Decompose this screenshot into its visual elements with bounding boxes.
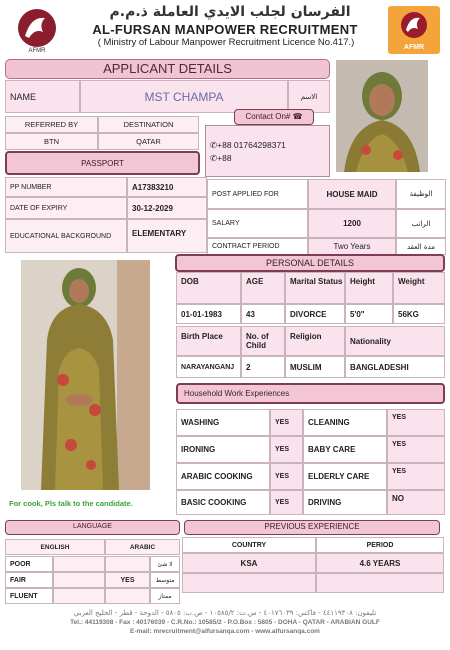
lang-english-header: ENGLISH: [5, 539, 105, 555]
phone-icon: ☎: [292, 112, 303, 121]
expiry-value: 30-12-2029: [127, 197, 207, 219]
lang-poor-english: [53, 556, 105, 572]
contact-title: Contact On# ☎: [234, 109, 314, 125]
salary-arabic: الراتب: [396, 209, 446, 238]
weight-header: Weight: [393, 272, 445, 304]
religion-value: MUSLIM: [285, 356, 345, 378]
lang-fair-label: FAIR: [5, 572, 53, 588]
lang-fluent-ar-label: ممتاز: [150, 588, 180, 604]
height-value: 5'0": [345, 304, 393, 324]
licence-text: ( Ministry of Labour Manpower Recruitment Licence No.417.): [97, 37, 355, 48]
company-logo-left: [15, 6, 59, 54]
hw-baby-care-value: YES: [387, 436, 445, 463]
hw-ironing-value: YES: [270, 436, 303, 463]
contract-period-arabic: مدة العقد: [396, 238, 446, 255]
header: [0, 0, 450, 60]
logo-right-text: AFMR: [403, 44, 425, 51]
previous-experience-title: PREVIOUS EXPERIENCE: [184, 520, 440, 535]
footer-arabic-line: تليفون: ٤٤١١٩٣٠٨ - فاكس: ٤٠١٧٦٠٣٩ - س.ت: ١٠٥٨٥/٢ - ص.ب: ٥٨٠٥ - الدوحة - قطر - الخليج العربي: [73, 609, 377, 617]
salary-value: 1200: [308, 209, 396, 238]
education-label: EDUCATIONAL BACKGROUND: [5, 219, 127, 253]
marital-status-value: DIVORCE: [285, 304, 345, 324]
lang-poor-label: POOR: [5, 556, 53, 572]
exp-country-1: KSA: [182, 553, 316, 573]
hw-basic-cooking-value: YES: [270, 490, 303, 515]
language-title: LANGUAGE: [5, 520, 180, 535]
portrait-photo: [336, 60, 428, 172]
contract-period-label: CONTRACT PERIOD: [207, 238, 308, 255]
religion-header: Religion: [285, 326, 345, 356]
lang-arabic-header: ARABIC: [105, 539, 180, 555]
hw-arabic-cooking-value: YES: [270, 463, 303, 490]
hw-driving-label: DRIVING: [303, 490, 387, 515]
name-value: MST CHAMPA: [80, 80, 288, 113]
lang-fluent-english: [53, 588, 105, 604]
age-header: AGE: [241, 272, 285, 304]
birth-place-header: Birth Place: [176, 326, 241, 356]
height-header: Height: [345, 272, 393, 304]
contact-box: [205, 125, 330, 177]
education-value: ELEMENTARY: [127, 219, 207, 253]
phone-1: ✆+88 01764298371: [210, 140, 286, 150]
nationality-header: Nationality: [345, 326, 445, 356]
hw-driving-value: NO: [387, 490, 445, 515]
lang-fair-english: [53, 572, 105, 588]
lang-fluent-label: FLUENT: [5, 588, 53, 604]
weight-value: 56KG: [393, 304, 445, 324]
post-applied-label: POST APPLIED FOR: [207, 179, 308, 209]
dob-header: DOB: [176, 272, 241, 304]
contract-period-value: Two Years: [308, 238, 396, 255]
name-label: NAME: [5, 80, 80, 113]
whatsapp-icon: ✆: [210, 153, 218, 163]
post-applied-value: HOUSE MAID: [308, 179, 396, 209]
expiry-label: DATE OF EXPIRY: [5, 197, 127, 219]
exp-country-2: [182, 573, 316, 593]
hw-washing-label: WASHING: [176, 409, 270, 436]
hw-cleaning-label: CLEANING: [303, 409, 387, 436]
personal-details-title: PERSONAL DETAILS: [175, 254, 445, 272]
footer: [0, 607, 450, 650]
birth-place-value: NARAYANGANJ: [176, 356, 241, 378]
pp-number-value: A17383210: [127, 177, 207, 197]
nationality-value: BANGLADESHI: [345, 356, 445, 378]
full-body-photo: [21, 260, 150, 490]
hw-elderly-care-value: YES: [387, 463, 445, 490]
lang-poor-ar-label: لا شئ: [150, 556, 180, 572]
pp-number-label: PP NUMBER: [5, 177, 127, 197]
name-arabic-label: الاسم: [288, 80, 330, 113]
lang-poor-arabic: [105, 556, 150, 572]
phone-2: ✆+88: [210, 153, 232, 163]
exp-period-header: PERIOD: [316, 537, 444, 553]
destination-value: QATAR: [98, 133, 199, 150]
exp-period-2: [316, 573, 444, 593]
lang-fair-arabic: YES: [105, 572, 150, 588]
company-arabic-name: الفرسان لجلب الايدي العاملة ذ.م.م: [109, 4, 351, 20]
referred-by-value: BTN: [5, 133, 98, 150]
hw-elderly-care-label: ELDERLY CARE: [303, 463, 387, 490]
age-value: 43: [241, 304, 285, 324]
marital-status-header: Marital Status: [285, 272, 345, 304]
lang-fair-ar-label: متوسط: [150, 572, 180, 588]
hw-baby-care-label: BABY CARE: [303, 436, 387, 463]
referred-by-label: REFERRED BY: [5, 116, 98, 133]
children-value: 2: [241, 356, 285, 378]
footer-english-line: Tel.: 44119308 - Fax : 40176039 - C.R.No.: 10585/2 - P.O.Box : 5805 - DOHA - QATAR - ARABIAN GULF: [70, 619, 380, 626]
hw-ironing-label: IRONING: [176, 436, 270, 463]
hw-washing-value: YES: [270, 409, 303, 436]
footer-email: E-mail: mrecruitment@alfursanqa.com - www.alfursanqa.com: [130, 628, 320, 635]
hw-basic-cooking-label: BASIC COOKING: [176, 490, 270, 515]
exp-country-header: COUNTRY: [182, 537, 316, 553]
company-logo-right: [388, 6, 440, 54]
hw-cleaning-value: YES: [387, 409, 445, 436]
household-title: Household Work Experiences: [176, 383, 445, 404]
post-applied-arabic: الوظيفة: [396, 179, 446, 209]
destination-label: DESTINATION: [98, 116, 199, 133]
whatsapp-icon: ✆: [210, 140, 218, 150]
cook-note: For cook, Pls talk to the candidate.: [9, 499, 133, 508]
company-name: AL-FURSAN MANPOWER RECRUITMENT: [92, 22, 358, 37]
passport-title: PASSPORT: [5, 151, 200, 175]
dob-value: 01-01-1983: [176, 304, 241, 324]
logo-text: AFMR: [28, 48, 46, 54]
applicant-details-title: APPLICANT DETAILS: [5, 59, 330, 79]
children-header: No. of Child: [241, 326, 285, 356]
exp-period-1: 4.6 YEARS: [316, 553, 444, 573]
salary-label: SALARY: [207, 209, 308, 238]
lang-fluent-arabic: [105, 588, 150, 604]
hw-arabic-cooking-label: ARABIC COOKING: [176, 463, 270, 490]
